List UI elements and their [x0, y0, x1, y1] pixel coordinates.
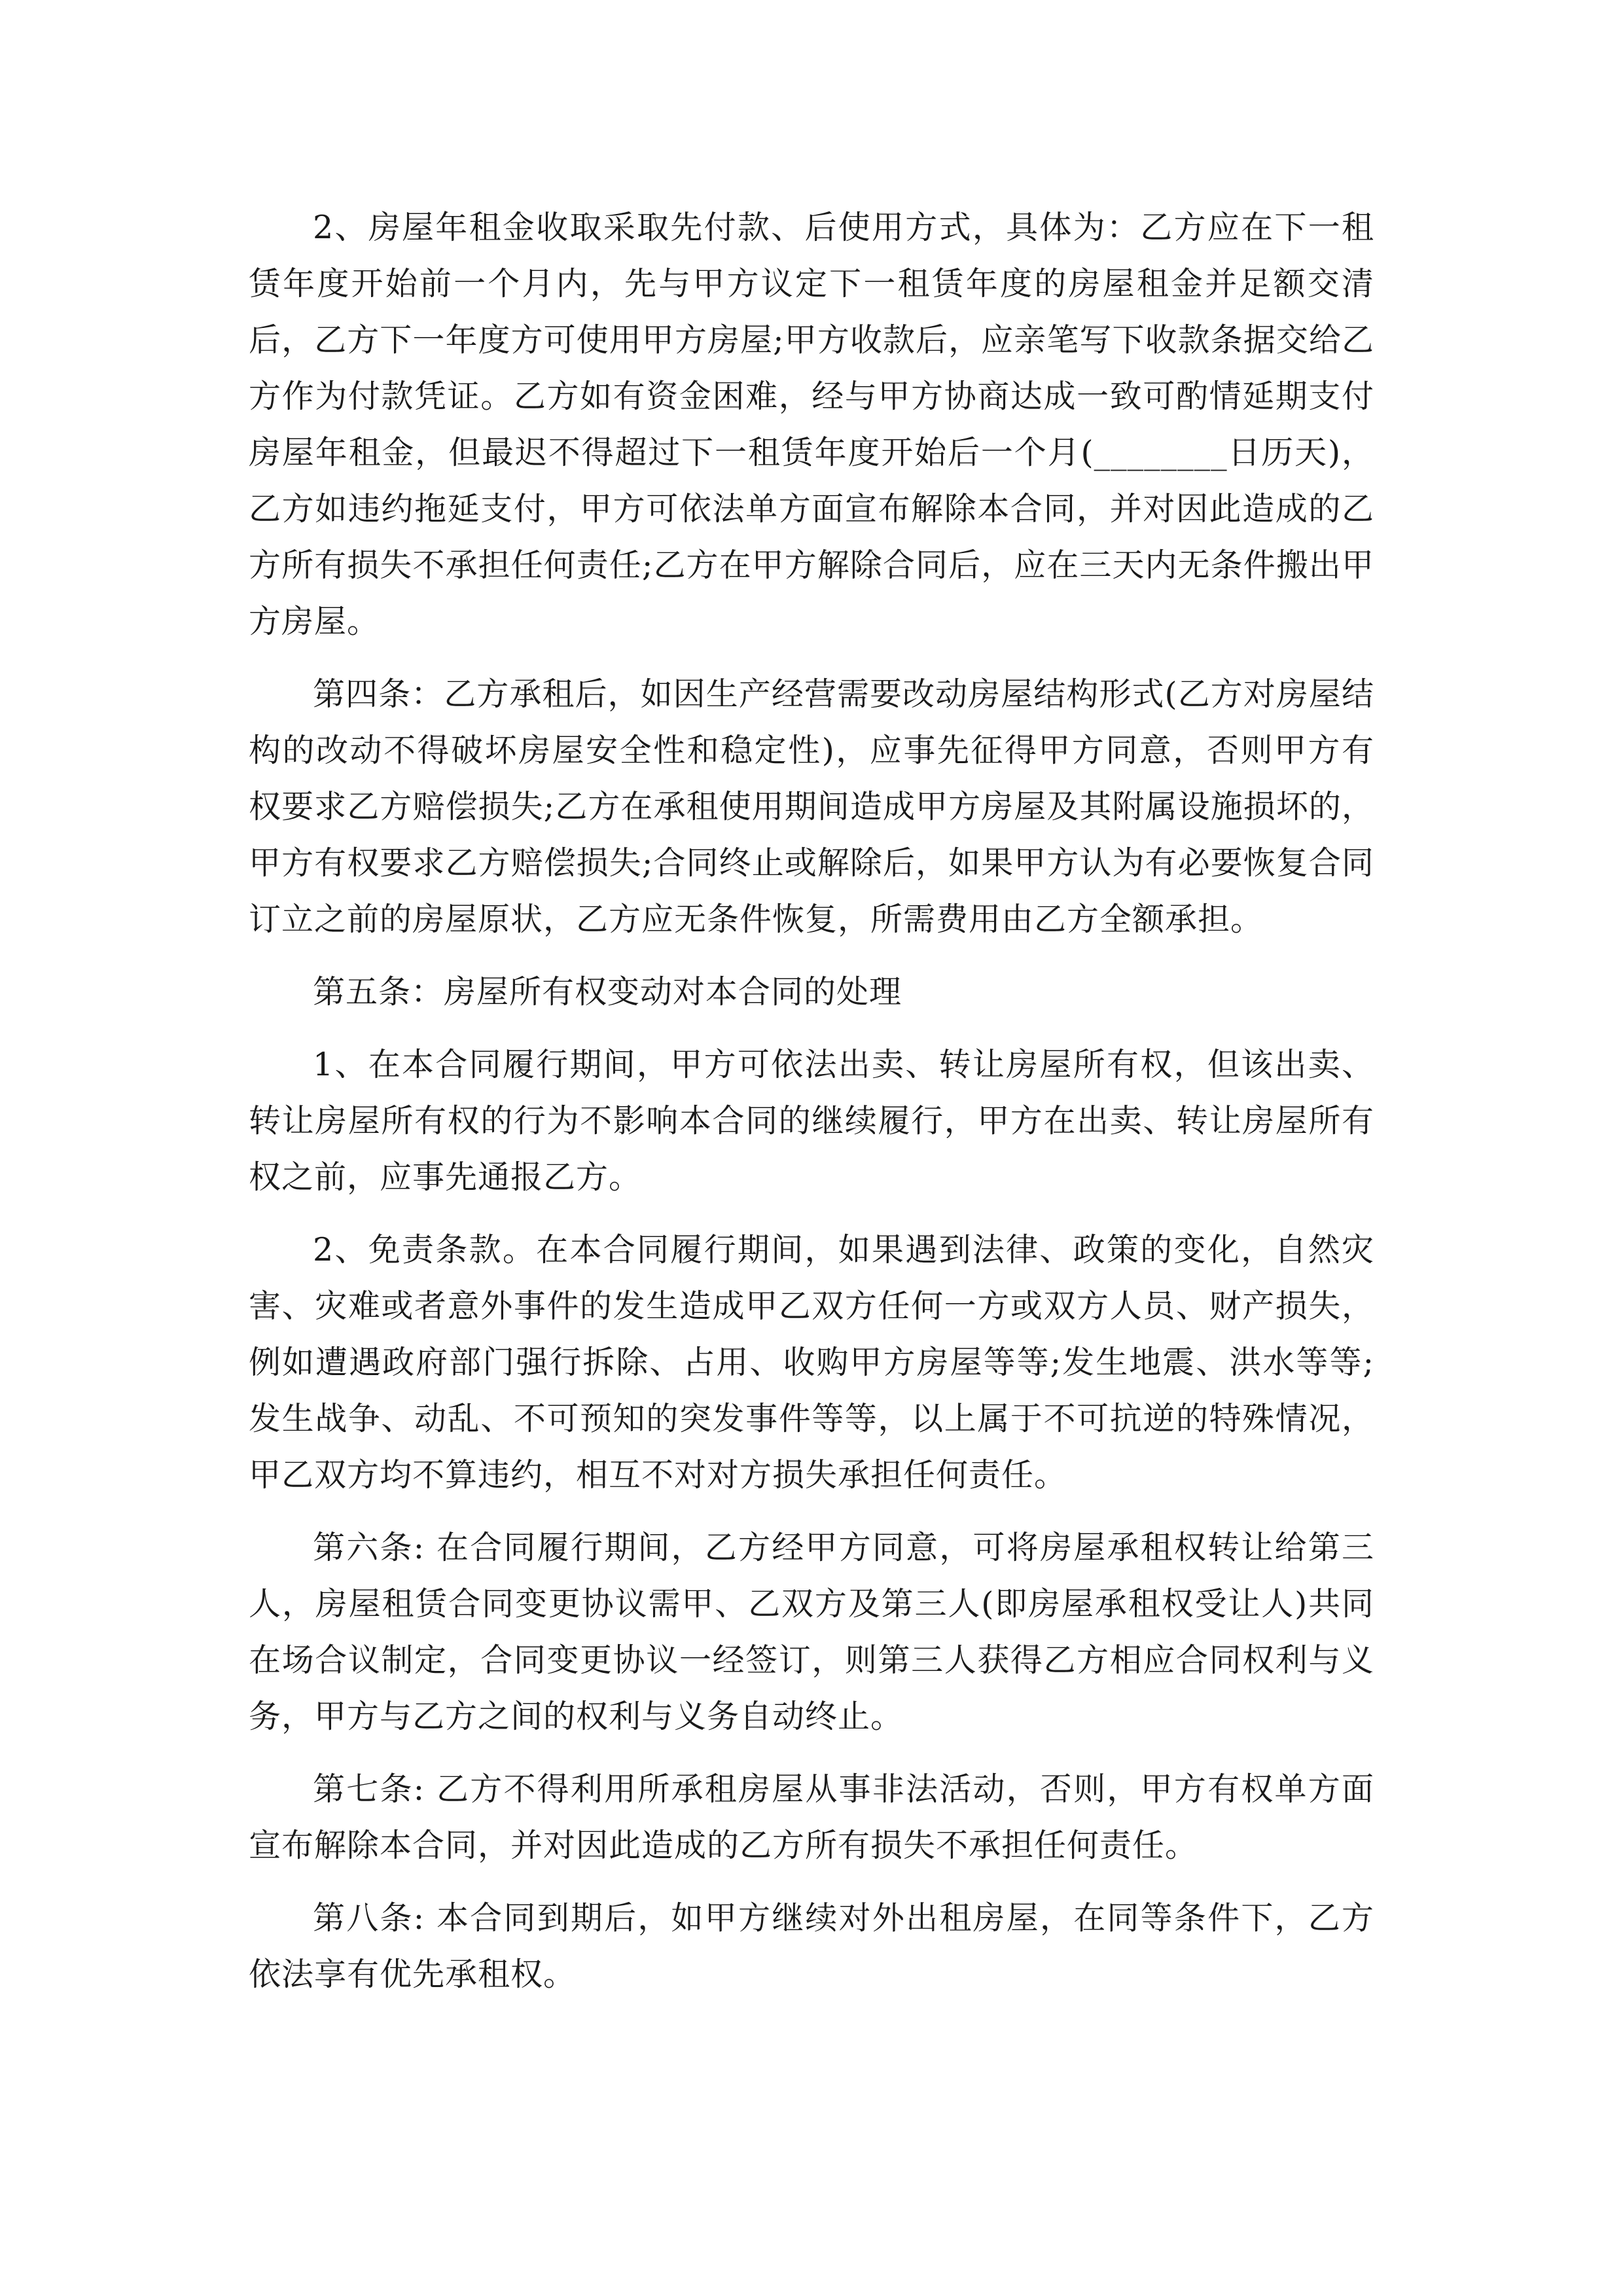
paragraph-article-7: 第七条: 乙方不得利用所承租房屋从事非法活动，否则，甲方有权单方面宣布解除本合同，并对因此造成的乙方所有损失不承担任何责任。	[249, 1770, 1374, 1864]
paragraph-rent-payment: 2、房屋年租金收取采取先付款、后使用方式，具体为：乙方应在下一租赁年度开始前一个月内，先与甲方议定下一租赁年度的房屋租金并足额交清后，乙方下一年度方可使用甲方房屋;甲方收款后，应亲笔写下收款条据交给乙方作为付款凭证。乙方如有资金困难，经与甲方协商达成一致可酌情延期支付房屋年租金，但最迟不得超过下一租赁年度开始后一个月(________日历天)，乙方如违约拖延支付，甲方可依法单方面宣布解除本合同，并对因此造成的乙方所有损失不承担任何责任;乙方在甲方解除合同后，应在三天内无条件搬出甲方房屋。	[249, 209, 1374, 640]
document-body	[249, 200, 1374, 2019]
paragraph-article-8: 第八条: 本合同到期后，如甲方继续对外出租房屋，在同等条件下，乙方依法享有优先承租权。	[249, 1899, 1374, 1993]
paragraph-article-4: 第四条：乙方承租后，如因生产经营需要改动房屋结构形式(乙方对房屋结构的改动不得破坏房屋安全性和稳定性)，应事先征得甲方同意，否则甲方有权要求乙方赔偿损失;乙方在承租使用期间造成甲方房屋及其附属设施损坏的，甲方有权要求乙方赔偿损失;合同终止或解除后，如果甲方认为有必要恢复合同订立之前的房屋原状，乙方应无条件恢复，所需费用由乙方全额承担。	[249, 675, 1374, 938]
paragraph-article-6: 第六条: 在合同履行期间，乙方经甲方同意，可将房屋承租权转让给第三人，房屋租赁合同变更协议需甲、乙双方及第三人(即房屋承租权受让人)共同在场合议制定，合同变更协议一经签订，则第三人获得乙方相应合同权利与义务，甲方与乙方之间的权利与义务自动终止。	[249, 1529, 1374, 1735]
paragraph-article-5-item-2: 2、免责条款。在本合同履行期间，如果遇到法律、政策的变化，自然灾害、灾难或者意外事件的发生造成甲乙双方任何一方或双方人员、财产损失，例如遭遇政府部门强行拆除、占用、收购甲方房屋等等;发生地震、洪水等等;发生战争、动乱、不可预知的突发事件等等，以上属于不可抗逆的特殊情况，甲乙双方均不算违约，相互不对对方损失承担任何责任。	[249, 1231, 1374, 1494]
paragraph-article-5-heading: 第五条：房屋所有权变动对本合同的处理	[313, 973, 902, 1011]
paragraph-article-5-item-1: 1、在本合同履行期间，甲方可依法出卖、转让房屋所有权，但该出卖、转让房屋所有权的行为不影响本合同的继续履行，甲方在出卖、转让房屋所有权之前，应事先通报乙方。	[249, 1046, 1374, 1196]
